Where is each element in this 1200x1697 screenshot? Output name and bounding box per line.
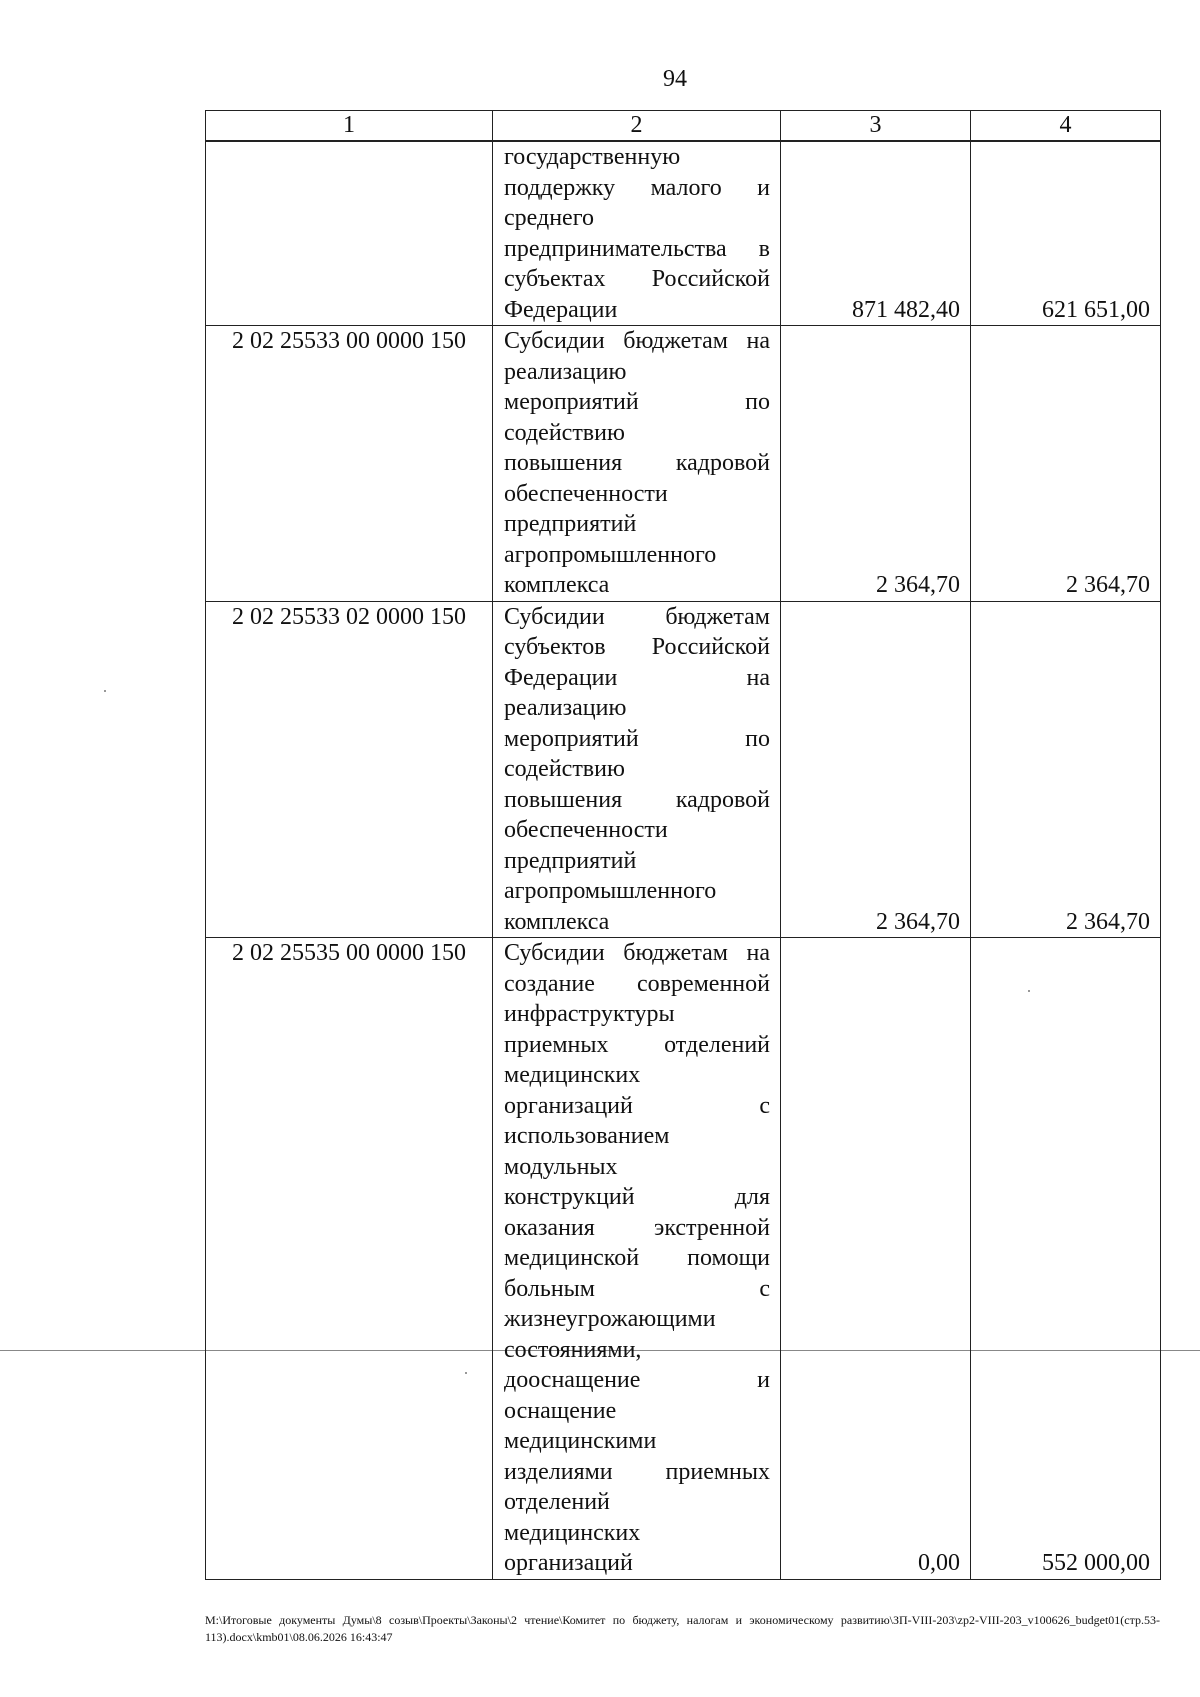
description-line: агропромышленного (504, 878, 717, 904)
description-line: приемных отделений (504, 1031, 770, 1058)
description-line: жизнеугрожающими (504, 1306, 716, 1332)
description-line: мероприятий по (504, 725, 770, 752)
description-line: агропромышленного (504, 541, 717, 568)
description-line: содействию (504, 756, 625, 782)
description-line: поддержку малого и (504, 174, 770, 201)
classification-code-cell: 2 02 25535 00 0000 150 (206, 938, 493, 1580)
description-line: Субсидии бюджетам на (504, 940, 770, 966)
amount-column-4-cell: 621 651,00 (971, 141, 1161, 326)
description-line: состояниями, (504, 1336, 642, 1363)
description-line: повышения кадровой (504, 786, 770, 813)
description-line: повышения кадровой (504, 450, 770, 476)
description-line: медицинской помощи (504, 1245, 770, 1271)
column-header-1: 1 (206, 111, 493, 142)
page-number: 94 (663, 66, 687, 92)
description-line: комплекса (504, 572, 610, 598)
table-row (206, 601, 1161, 938)
amount-column-3-cell: 871 482,40 (781, 141, 971, 326)
income-description-cell (493, 938, 781, 1580)
budget-table (205, 110, 1161, 1580)
description-line: предпринимательства в (504, 235, 770, 262)
description-line: медицинскими (504, 1428, 657, 1454)
description-line: оказания экстренной (504, 1214, 770, 1241)
description-line: Федерации (504, 296, 618, 323)
classification-code-cell: 2 02 25533 02 0000 150 (206, 601, 493, 938)
description-line: государственную (504, 144, 681, 170)
description-line: создание современной (504, 970, 770, 997)
description-line: Федерации на (504, 664, 770, 691)
description-line: субъектах Российской (504, 266, 770, 292)
description-line: реализацию (504, 695, 627, 721)
description-line: изделиями приемных (504, 1458, 770, 1485)
description-line: модульных (504, 1153, 618, 1180)
description-line: инфраструктуры (504, 1001, 675, 1027)
amount-column-3-cell: 2 364,70 (781, 326, 971, 602)
amount-column-3-cell: 0,00 (781, 938, 971, 1580)
income-description-cell (493, 326, 781, 602)
income-description-cell (493, 601, 781, 938)
description-line: использованием (504, 1123, 670, 1149)
description-line: отделений (504, 1489, 610, 1515)
description-line: медицинских (504, 1519, 641, 1546)
description-line: медицинских (504, 1062, 641, 1088)
classification-code-cell: 2 02 25533 00 0000 150 (206, 326, 493, 602)
table-body (206, 141, 1161, 1579)
column-header-3: 3 (781, 111, 971, 142)
description-line: среднего (504, 205, 594, 231)
description-line: обеспеченности (504, 817, 668, 843)
description-line: обеспеченности (504, 480, 668, 507)
description-line: дооснащение и (504, 1367, 770, 1393)
description-line: Субсидии бюджетам на (504, 328, 770, 354)
description-line: организаций (504, 1550, 633, 1576)
description-line: содействию (504, 419, 625, 446)
column-header-4: 4 (971, 111, 1161, 142)
amount-column-4-cell: 2 364,70 (971, 601, 1161, 938)
description-line: организаций с (504, 1092, 770, 1119)
table-row (206, 938, 1161, 1580)
description-line: оснащение (504, 1397, 617, 1424)
description-line: субъектов Российской (504, 634, 770, 660)
table-header-row (206, 111, 1161, 142)
income-description-cell (493, 141, 781, 326)
table-row (206, 141, 1161, 326)
classification-code-cell (206, 141, 493, 326)
description-line: реализацию (504, 358, 627, 385)
description-line: предприятий (504, 847, 637, 874)
amount-column-4-cell: 552 000,00 (971, 938, 1161, 1580)
description-line: конструкций для (504, 1184, 770, 1210)
column-header-2: 2 (493, 111, 781, 142)
description-line: больным с (504, 1275, 770, 1302)
description-line: комплекса (504, 908, 610, 935)
amount-column-4-cell: 2 364,70 (971, 326, 1161, 602)
table-row (206, 326, 1161, 602)
description-line: Субсидии бюджетам (504, 603, 770, 630)
amount-column-3-cell: 2 364,70 (781, 601, 971, 938)
description-line: предприятий (504, 511, 637, 537)
footer-file-path: M:\Итоговые документы Думы\8 созыв\Проекты\Законы\2 чтение\Комитет по бюджету, налогам и экономическому развитию\ЗП-VIII-203\zp2-VIII-203_v100626_budget01(стр.53-113).docx\kmb01\08.06.2026 16:43:47 (205, 1613, 1160, 1644)
scan-speck (104, 690, 106, 692)
description-line: мероприятий по (504, 389, 770, 415)
